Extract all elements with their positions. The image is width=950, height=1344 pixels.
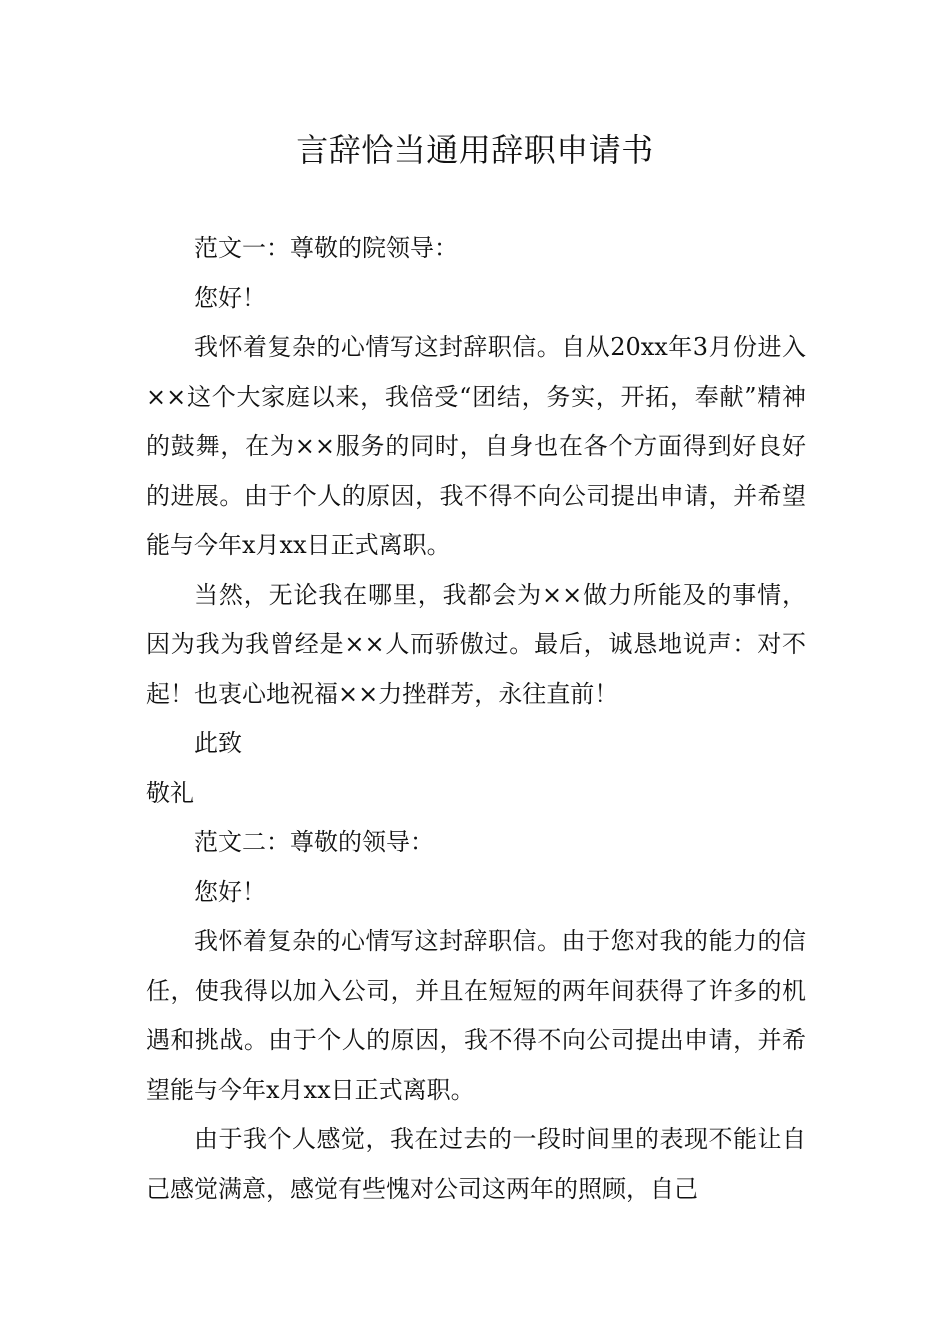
sample-two-salutation: 范文二：尊敬的领导： xyxy=(194,828,434,856)
sample-one-greeting: 您好！ xyxy=(194,283,266,312)
sample-one-salutation: 范文一：尊敬的院领导： xyxy=(194,234,458,262)
sample-one-paragraph-2: 当然，无论我在哪里，我都会为××做力所能及的事情，因为我为我曾经是××人而骄傲过。最后，诚恳地说声：对不起！也衷心地祝福××力挫群芳，永往直前！ xyxy=(146,580,806,708)
sample-two-paragraph-2: 由于我个人感觉，我在过去的一段时间里的表现不能让自己感觉满意，感觉有些愧对公司这两年的照顾，自己 xyxy=(146,1125,806,1203)
sample-two-greeting: 您好！ xyxy=(194,877,266,906)
sample-one-regards: 敬礼 xyxy=(146,778,194,807)
sample-two-paragraph-1: 我怀着复杂的心情写这封辞职信。由于您对我的能力的信任，使我得以加入公司，并且在短短的两年间获得了许多的机遇和挑战。由于个人的原因，我不得不向公司提出申请，并希望能与今年x月xx日正式离职。 xyxy=(146,927,806,1104)
sample-one-paragraph-1: 我怀着复杂的心情写这封辞职信。自从20xx年3月份进入××这个大家庭以来，我倍受“团结，务实，开拓，奉献”精神的鼓舞，在为××服务的同时，自身也在各个方面得到好良好的进展。由于个人的原因，我不得不向公司提出申请，并希望能与今年x月xx日正式离职。 xyxy=(146,333,806,559)
document-title: 言辞恰当通用辞职申请书 xyxy=(296,131,654,169)
sample-one-closing: 此致 xyxy=(194,729,242,757)
document-body xyxy=(146,224,806,1214)
